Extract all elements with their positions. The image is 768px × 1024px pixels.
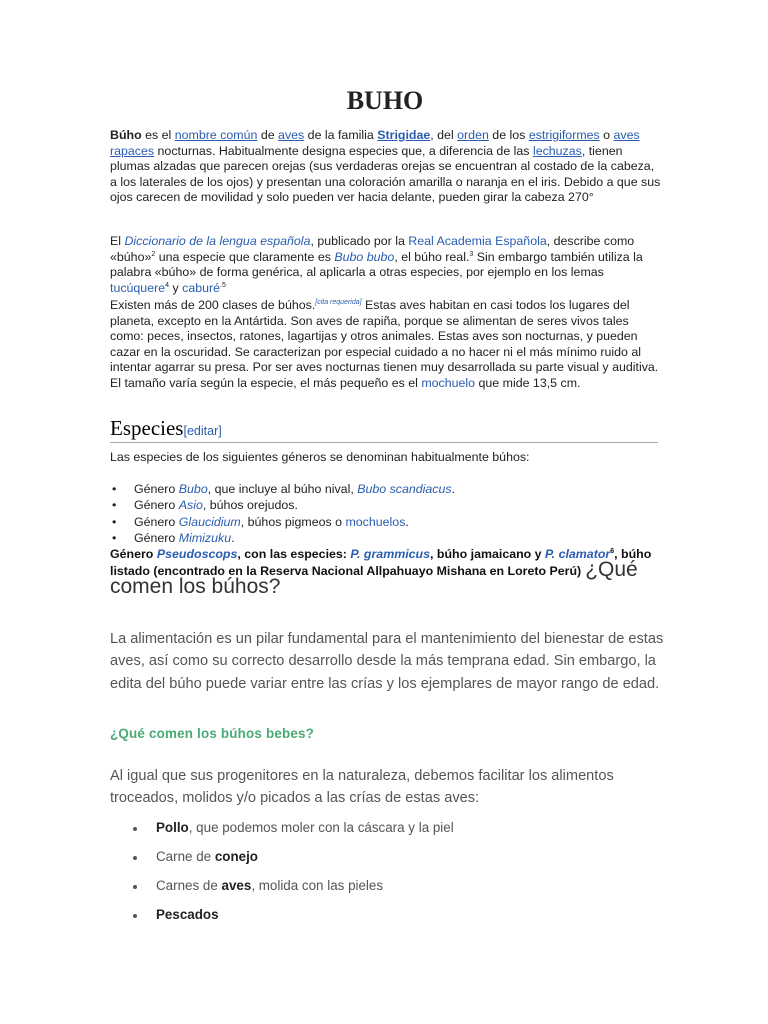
text: , búhos orejudos. [202, 498, 298, 513]
text: , publicado por la [310, 234, 409, 248]
heading-text: Especies [110, 416, 184, 440]
reference-2[interactable]: 2 [151, 250, 156, 258]
text: , búho listado (encontrado en la Reserva Nacional Allpahuayo Mishana en Loreto Perú) [110, 547, 652, 578]
link-estrigiformes[interactable]: estrigiformes [528, 128, 600, 142]
especies-intro: Las especies de los siguientes géneros se denominan habitualmente búhos: [110, 450, 530, 464]
pseudoscops-paragraph [110, 546, 660, 596]
list-item [110, 820, 454, 849]
link-bubo-bubo[interactable]: Bubo bubo [334, 249, 395, 264]
reference-3[interactable]: 3 [469, 250, 474, 258]
bold-term: Pescados [156, 907, 219, 922]
text: de la familia [304, 128, 378, 142]
bebes-subheading: ¿Qué comen los búhos bebes? [110, 726, 315, 741]
text: , el búho real. [394, 249, 470, 264]
text: , del [430, 128, 458, 142]
text: , molida con las pieles [251, 878, 384, 893]
text: , describe como «búho» [110, 234, 635, 264]
text: , que podemos moler con la cáscara y la piel [188, 820, 454, 835]
link-glaucidium[interactable]: Glaucidium [178, 514, 241, 529]
list-item [110, 482, 455, 498]
text: . [405, 514, 409, 529]
link-cabure[interactable]: caburé [182, 280, 221, 295]
dictionary-paragraph [110, 234, 662, 296]
text: , búho jamaicano y [430, 547, 546, 561]
link-orden[interactable]: orden [457, 128, 489, 142]
link-mimizuku[interactable]: Mimizuku [178, 531, 232, 546]
text: Género [110, 547, 157, 561]
page-title: BUHO [346, 86, 424, 115]
link-asio[interactable]: Asio [178, 498, 203, 513]
text: nocturnas. Habitualmente designa especies que, a diferencia de las [154, 143, 533, 158]
text: Género [134, 498, 179, 513]
list-item [110, 498, 455, 514]
text: es el [141, 128, 175, 142]
text: , que incluye al búho nival, [207, 482, 358, 496]
text: Género [134, 482, 179, 496]
description-paragraph [110, 298, 662, 392]
text: , tienen plumas alzadas que parecen orejas (sus verdaderas orejas se encuentran al costado de la cabeza, a los laterales de los ojos) y presentan una coloración amarilla o naranja en el iris. Debido a que sus ojos carecen de movilidad y solo pueden ver hacia delante, pueden girar la cabeza 270° [110, 143, 661, 205]
edit-link[interactable]: editar [186, 424, 219, 438]
text: , con las especies: [237, 547, 351, 561]
bracket: [ [183, 424, 187, 438]
link-strigidae[interactable]: Strigidae [377, 128, 431, 142]
blog-heading: ¿Qué comen los búhos? [110, 558, 638, 598]
reference-4[interactable]: 4 [165, 281, 170, 289]
list-item [110, 907, 454, 936]
link-lechuzas[interactable]: lechuzas [532, 143, 582, 158]
alimentacion-paragraph: La alimentación es un pilar fundamental para el mantenimiento del bienestar de estas aves, así como su correcto desarrollo desde la más temprana edad. Sin embargo, la edita del búho puede variar entre las crías y los ejemplares de mayor rango de edad. [110, 631, 664, 692]
text: de [257, 128, 279, 142]
link-p-grammicus[interactable]: P. grammicus [350, 547, 431, 561]
bold-term: Búho [110, 128, 142, 142]
list-item [110, 878, 454, 907]
text: , búhos pigmeos o [240, 514, 346, 529]
text: Existen más de 200 clases de búhos. [110, 298, 316, 312]
link-p-clamator[interactable]: P. clamator [545, 547, 611, 561]
link-rae[interactable]: Real Academia Española [408, 234, 547, 248]
link-diccionario[interactable]: Diccionario de la lengua española [124, 234, 311, 248]
text: Estas aves habitan en casi todos los lugares del planeta, excepto en la Antártida. Son aves de rapiña, porque se alimentan de seres vivos tales como: peces, insectos, ratones, lagartijas y otros animales. Estas aves son nocturnas, y pueden cazar en la oscuridad. Se caracterizan por especial cuidado a no hacer ni el más mínimo ruido al intentar agarrar su presa. Por ser aves nocturnas tienen muy desarrollada su parte visual y auditiva. El tamaño varía según la especie, el más pequeño es el [110, 298, 659, 390]
edit-section [183, 424, 221, 438]
list-item [110, 515, 455, 531]
link-aves-rapaces[interactable]: aves rapaces [110, 128, 640, 158]
reference-5[interactable]: .5 [220, 281, 226, 289]
intro-paragraph [110, 128, 662, 206]
link-aves[interactable]: aves [278, 128, 305, 142]
list-item [110, 849, 454, 878]
text: y [169, 280, 183, 295]
cita-requerida-link[interactable]: [cita requerida] [315, 298, 362, 306]
text: El [110, 234, 125, 248]
bracket: ] [218, 424, 222, 438]
text: . [231, 531, 235, 546]
link-pseudoscops[interactable]: Pseudoscops [156, 547, 238, 561]
link-tucuquere[interactable]: tucúquere [110, 280, 166, 295]
text: Carnes de [156, 878, 222, 893]
link-mochuelo[interactable]: mochuelo [421, 375, 476, 390]
link-bubo[interactable]: Bubo [178, 482, 208, 496]
text: que mide 13,5 cm. [475, 375, 581, 390]
foods-list [110, 820, 454, 936]
text: Carne de [156, 849, 215, 864]
bold-term: conejo [214, 849, 258, 864]
text: o [599, 128, 614, 142]
text: Sin embargo también utiliza la palabra «búho» de forma genérica, al aplicarla a otras especies, por ejemplo en los lemas [110, 249, 643, 280]
text: de los [488, 128, 529, 142]
link-bubo-scandiacus[interactable]: Bubo scandiacus [357, 482, 452, 496]
progenitores-paragraph: Al igual que sus progenitores en la naturaleza, debemos facilitar los alimentos troceados, molidos y/o picados a las crías de estas aves: [110, 768, 614, 807]
text: Género [134, 514, 179, 529]
especies-heading [110, 416, 658, 443]
text: Género [134, 531, 179, 546]
bold-term: Pollo [156, 820, 189, 835]
text: una especie que claramente es [155, 249, 335, 264]
genera-list [110, 482, 455, 548]
reference-6[interactable]: 6 [610, 547, 615, 555]
text: . [451, 482, 456, 496]
link-mochuelos[interactable]: mochuelos [345, 514, 406, 529]
link-nombre-comun[interactable]: nombre común [174, 128, 258, 142]
bold-term: aves [221, 878, 252, 893]
